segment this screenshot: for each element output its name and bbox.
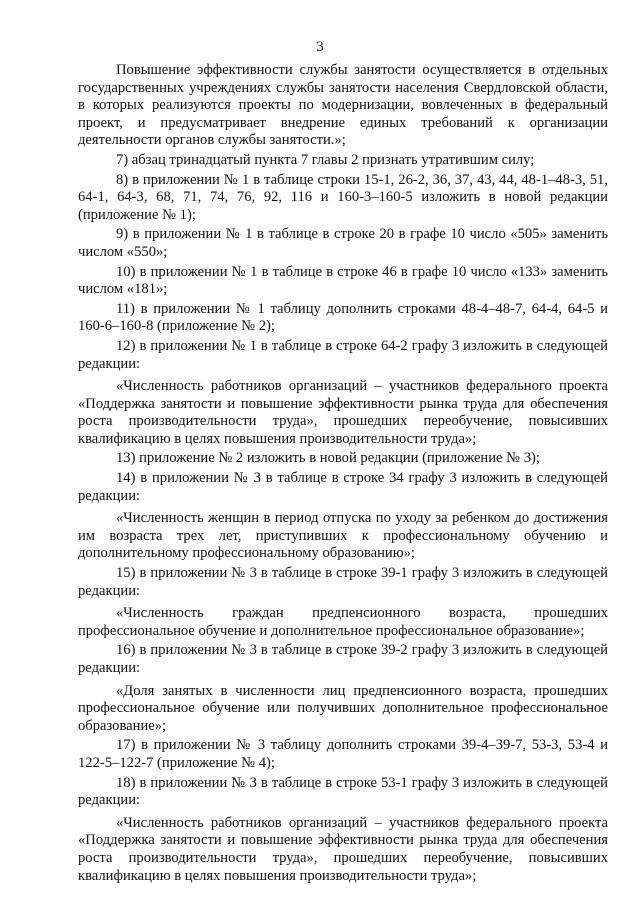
paragraph-item-15: 15) в приложении № 3 в таблице в строке 39-1 графу 3 изложить в следующей редакции:: [78, 565, 608, 599]
paragraph-item-10: 10) в приложении № 1 в таблице в строке 46 в графе 10 число «133» заменить числом «181»;: [78, 263, 608, 298]
document-body: [78, 62, 608, 885]
paragraph-item-9: 9) в приложении № 1 в таблице в строке 20 в графе 10 число «505» заменить числом «550»;: [78, 226, 608, 260]
paragraph-item-11: 11) в приложении № 1 таблицу дополнить строками 48-4–48-7, 64-4, 64-5 и 160-6–160-8 (приложение № 2);: [78, 300, 608, 335]
paragraph-amendment-intro-end: Повышение эффективности службы занятости осуществляется в отдельных государственных учреждениях службы занятости населения Свердловской области, в которых реализуются проекты по модернизации, вовлеченных в федеральный проект, и предусматривает внедрение единых требований к организации деятельности органов службы занятости.»;: [78, 62, 608, 149]
paragraph-item-12-quote: «Численность работников организаций – участников федерального проекта «Поддержка занятости и повышение эффективности рынка труда для обеспечения роста производительности труда», прошедших переобучение, повысивших квалификацию в целях повышения производительности труда»;: [78, 378, 608, 447]
page-number: 3: [316, 39, 324, 55]
paragraph-item-12: 12) в приложении № 1 в таблице в строке 64-2 графу 3 изложить в следующей редакции:: [78, 337, 608, 372]
paragraph-item-7: 7) абзац тринадцатый пункта 7 главы 2 признать утратившим силу;: [116, 151, 535, 168]
paragraph-item-14: 14) в приложении № 3 в таблице в строке 34 графу 3 изложить в следующей редакции:: [78, 470, 608, 504]
paragraph-item-17: 17) в приложении № 3 таблицу дополнить строками 39-4–39-7, 53-3, 53-4 и 122-5–122-7 (приложение № 4);: [78, 737, 608, 771]
paragraph-item-13: 13) приложение № 2 изложить в новой редакции (приложение № 3);: [116, 450, 540, 467]
paragraph-item-16: 16) в приложении № 3 в таблице в строке 39-2 графу 3 изложить в следующей редакции:: [78, 642, 608, 676]
paragraph-item-18: 18) в приложении № 3 в таблице в строке 53-1 графу 3 изложить в следующей редакции:: [78, 774, 608, 809]
paragraph-item-15-quote: «Численность граждан предпенсионного возраста, прошедших профессиональное обучение и дополнительное профессиональное образование»;: [78, 605, 608, 639]
paragraph-item-18-quote: «Численность работников организаций – участников федерального проекта «Поддержка занятости и повышение эффективности рынка труда для обеспечения роста производительности труда», прошедших переобучение, повысивших квалификацию в целях повышения производительности труда»;: [78, 814, 608, 884]
paragraph-item-8: 8) в приложении № 1 в таблице строки 15-1, 26-2, 36, 37, 43, 44, 48-1–48-3, 51, 64-1, 64-3, 68, 71, 74, 76, 92, 116 и 160-3–160-5 изложить в новой редакции (приложение № 1);: [78, 171, 608, 223]
paragraph-item-14-quote: «Численность женщин в период отпуска по уходу за ребенком до достижения им возраста трех лет, приступивших к профессиональному обучению и дополнительному профессиональному образованию»;: [78, 510, 608, 562]
paragraph-item-16-quote: «Доля занятых в численности лиц предпенсионного возраста, прошедших профессиональное обучение или получивших дополнительное профессиональное образование»;: [78, 682, 608, 734]
